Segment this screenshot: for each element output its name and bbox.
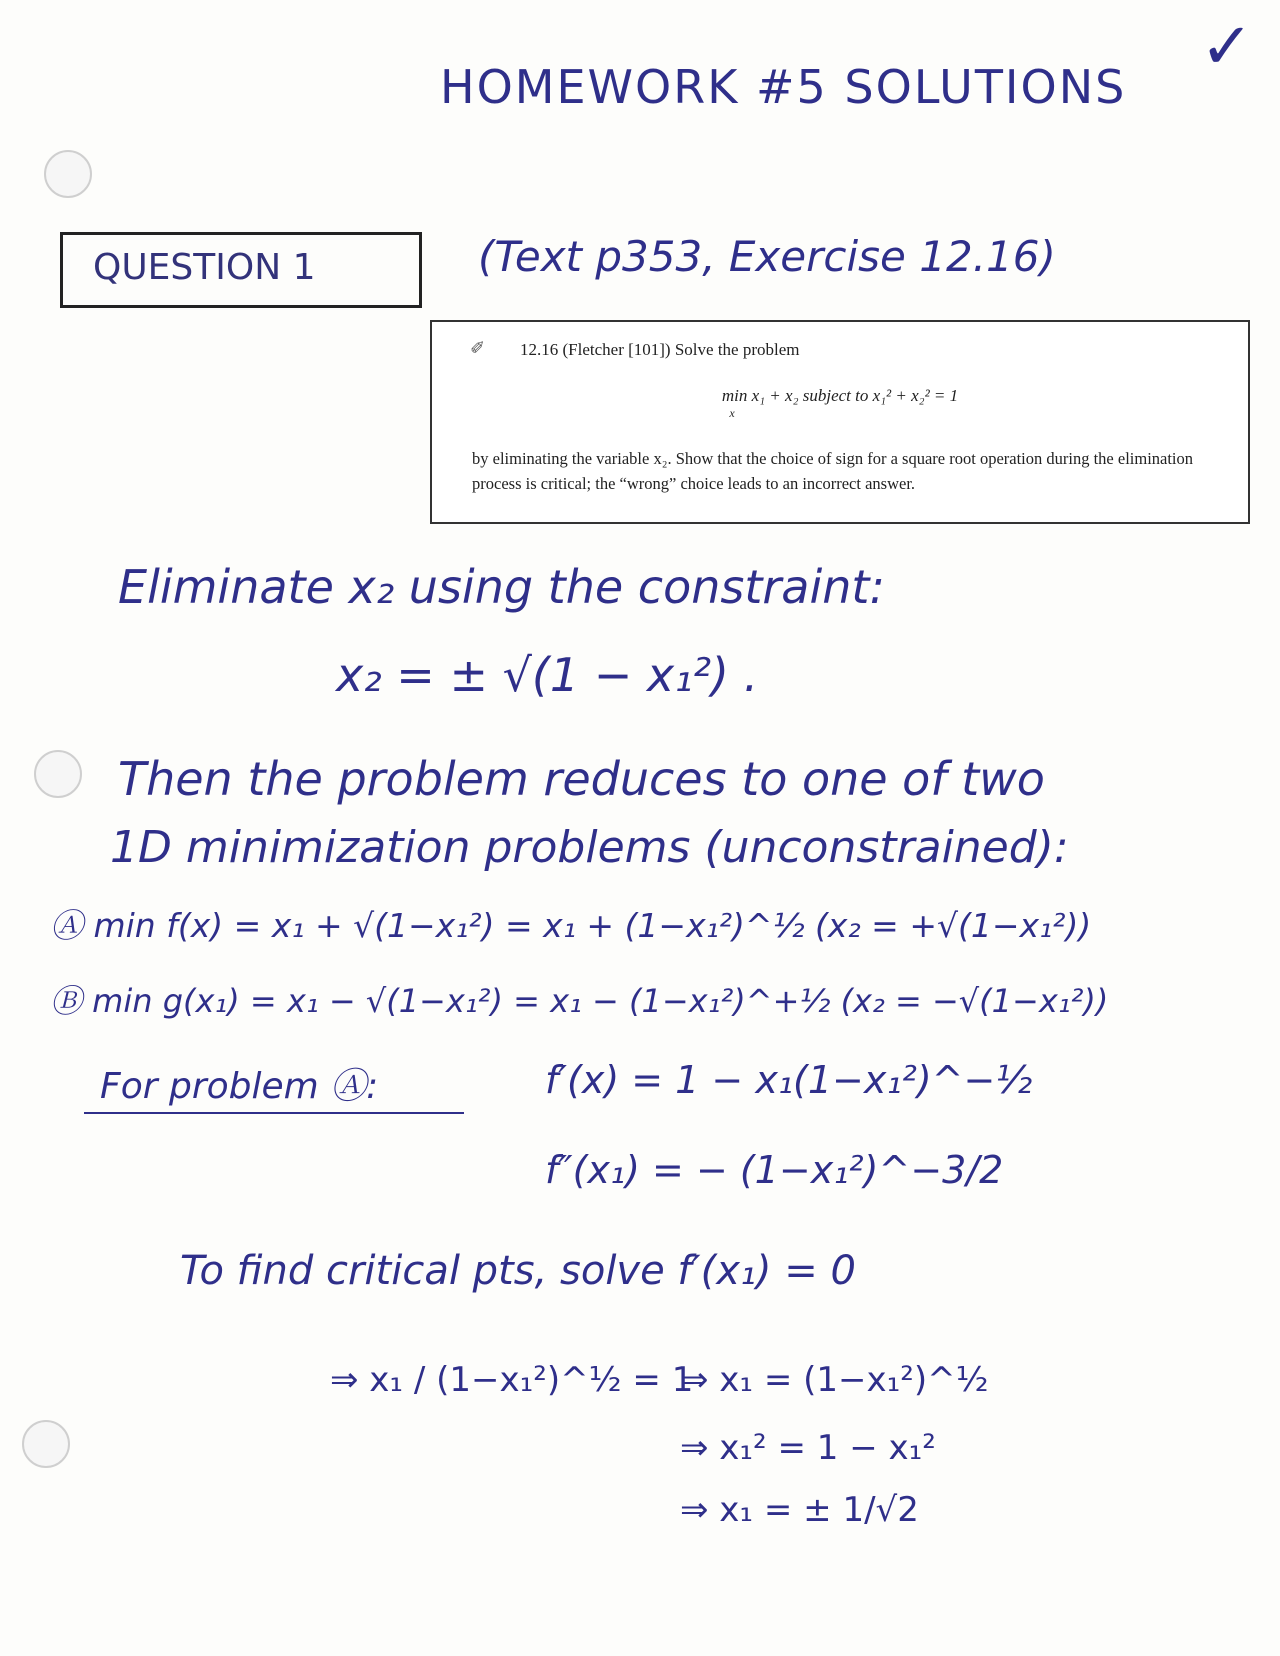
solution-line-2: x₂ = ± √(1 − x₁²) .: [336, 648, 759, 702]
page-title: HOMEWORK #5 SOLUTIONS: [440, 60, 1127, 114]
step-2: ⇒ x₁ = (1−x₁²)^½: [680, 1360, 989, 1400]
question-label: QUESTION 1: [93, 247, 316, 288]
exercise-heading: 12.16 (Fletcher [101]) Solve the problem: [520, 340, 800, 359]
step-1: ⇒ x₁ / (1−x₁²)^½ = 1: [330, 1360, 694, 1400]
problem-b-line: Ⓑ min g(x₁) = x₁ − √(1−x₁²) = x₁ − (1−x₁²)^+½ (x₂ = −√(1−x₁²)): [50, 982, 1109, 1020]
step-4: ⇒ x₁ = ± 1/√2: [680, 1490, 919, 1530]
question-reference: (Text p353, Exercise 12.16): [478, 232, 1056, 281]
second-derivative: f″(x₁) = − (1−x₁²)^−3/2: [545, 1148, 1004, 1192]
check-mark: ✓: [1200, 10, 1254, 84]
punch-hole-bottom: [22, 1420, 70, 1468]
first-derivative: f′(x) = 1 − x₁(1−x₁²)^−½: [545, 1058, 1033, 1102]
solution-line-4: 1D minimization problems (unconstrained):: [110, 822, 1069, 873]
exercise-formula: [432, 386, 1248, 420]
exercise-formula-subscript: x: [729, 406, 735, 420]
exercise-text: by eliminating the variable x₂. Show that the choice of sign for a square root operation during the elimination process is critical; the “wrong” choice leads to an incorrect answer.: [472, 449, 1194, 493]
critical-points-line: To find critical pts, solve f′(x₁) = 0: [180, 1248, 856, 1294]
question-label-box: [60, 232, 422, 308]
exercise-box: [430, 320, 1250, 524]
punch-hole-middle: [34, 750, 82, 798]
problem-a-line: Ⓐ min f(x) = x₁ + √(1−x₁²) = x₁ + (1−x₁²)^½ (x₂ = +√(1−x₁²)): [50, 906, 1092, 945]
punch-hole-top: [44, 150, 92, 198]
solution-line-3: Then the problem reduces to one of two: [118, 752, 1045, 806]
problem-a-heading-underline: [84, 1112, 464, 1114]
step-3: ⇒ x₁² = 1 − x₁²: [680, 1428, 936, 1468]
exercise-formula-text: min x₁ + x₂ subject to x₁² + x₂² = 1: [721, 386, 959, 405]
solution-line-1: Eliminate x₂ using the constraint:: [118, 560, 885, 614]
exercise-pencil-icon: ✐: [470, 338, 486, 358]
problem-a-heading: For problem Ⓐ:: [100, 1066, 379, 1107]
